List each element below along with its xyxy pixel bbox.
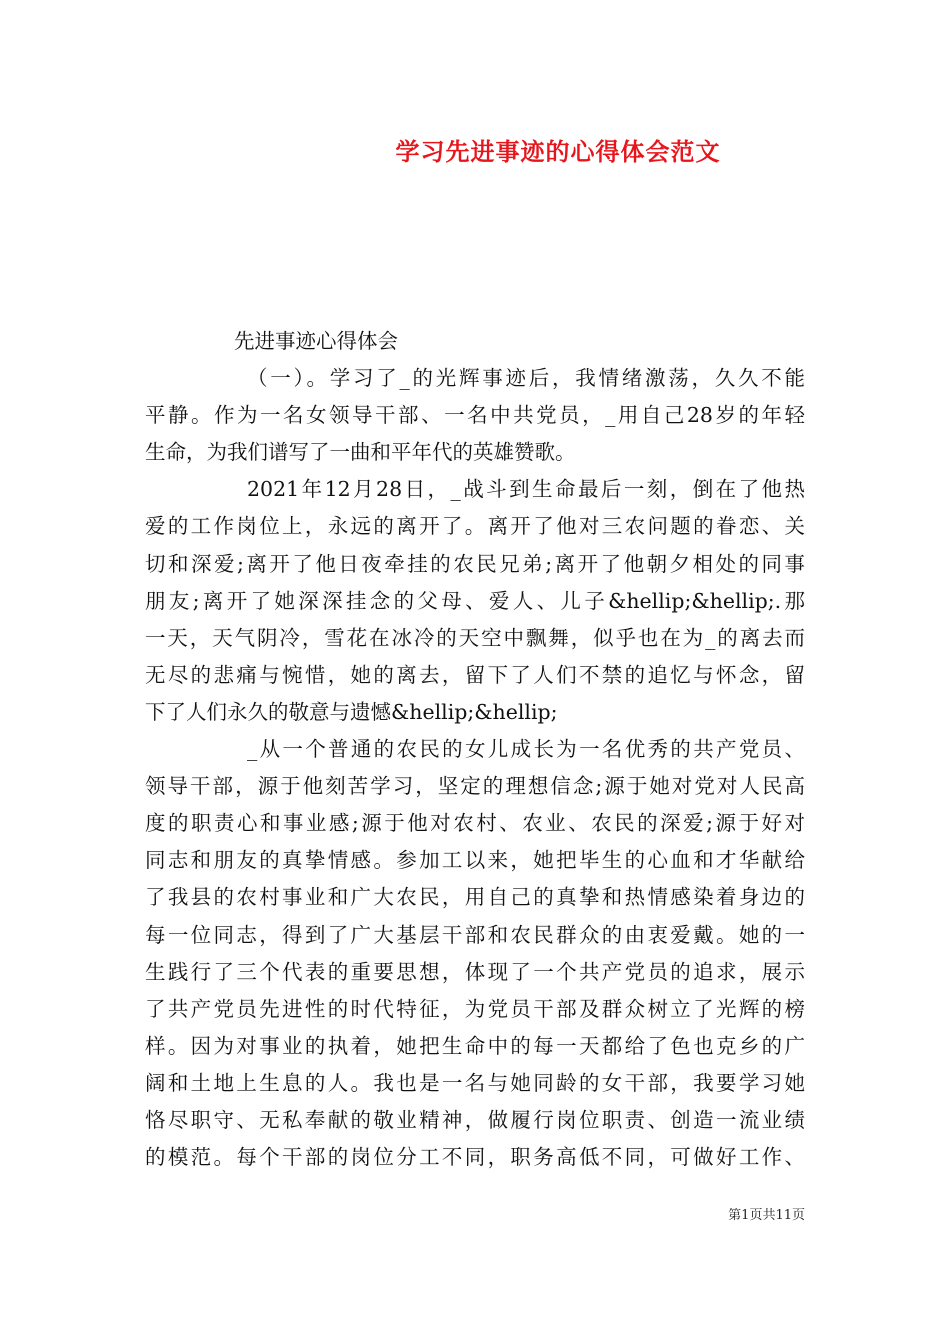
text-line: 每一位同志，得到了广大基层干部和农民群众的由衷爱戴。她的一	[145, 922, 805, 947]
page-number: 第1页共11页	[728, 1208, 805, 1223]
text-line: （一）。学习了_的光辉事迹后，我情绪激荡，久久不能	[247, 366, 805, 391]
text-line: 生命，为我们谱写了一曲和平年代的英雄赞歌。	[145, 440, 576, 465]
text-line: 一天，天气阴冷，雪花在冰冷的天空中飘舞，似乎也在为_的离去而	[145, 625, 805, 650]
text-line: 朋友;离开了她深深挂念的父母、爱人、儿子&hellip;&hellip;.那	[145, 588, 805, 613]
text-line: 阔和土地上生息的人。我也是一名与她同龄的女干部，我要学习她	[145, 1070, 805, 1095]
text-line: 同志和朋友的真挚情感。参加工以来，她把毕生的心血和才华献给	[145, 848, 805, 873]
text-line: 生践行了三个代表的重要思想，体现了一个共产党员的追求，展示	[145, 959, 805, 984]
paragraph-3	[145, 731, 805, 1176]
text-line: 切和深爱;离开了他日夜牵挂的农民兄弟;离开了他朝夕相处的同事	[145, 551, 805, 576]
paragraph-1	[145, 360, 805, 471]
paragraph-2	[145, 471, 805, 731]
text-line: 领导干部，源于他刻苦学习，坚定的理想信念;源于她对党对人民高	[145, 774, 805, 799]
text-line: 无尽的悲痛与惋惜，她的离去，留下了人们不禁的追忆与怀念，留	[145, 662, 805, 687]
text-line: 下了人们永久的敬意与遗憾&hellip;&hellip;	[145, 699, 558, 724]
text-line: 了共产党员先进性的时代特征，为党员干部及群众树立了光辉的榜	[145, 996, 805, 1021]
document-body	[145, 323, 805, 1176]
text-line: _从一个普通的农民的女儿成长为一名优秀的共产党员、	[247, 737, 805, 762]
text-line: 2021年12月28日，_战斗到生命最后一刻，倒在了他热	[247, 477, 805, 502]
section-heading: 先进事迹心得体会	[234, 329, 398, 353]
text-line: 爱的工作岗位上，永远的离开了。离开了他对三农问题的眷恋、关	[145, 514, 805, 539]
text-line: 的模范。每个干部的岗位分工不同，职务高低不同，可做好工作、	[145, 1145, 805, 1170]
text-line: 平静。作为一名女领导干部、一名中共党员，_用自己28岁的年轻	[145, 403, 805, 428]
text-line: 度的职责心和事业感;源于他对农村、农业、农民的深爱;源于好对	[145, 811, 805, 836]
text-line: 了我县的农村事业和广大农民，用自己的真挚和热情感染着身边的	[145, 885, 805, 910]
document-title: 学习先进事迹的心得体会范文	[395, 137, 721, 166]
text-line: 样。因为对事业的执着，她把生命中的每一天都给了色也克乡的广	[145, 1033, 805, 1058]
text-line: 恪尽职守、无私奉献的敬业精神，做履行岗位职责、创造一流业绩	[145, 1107, 805, 1132]
